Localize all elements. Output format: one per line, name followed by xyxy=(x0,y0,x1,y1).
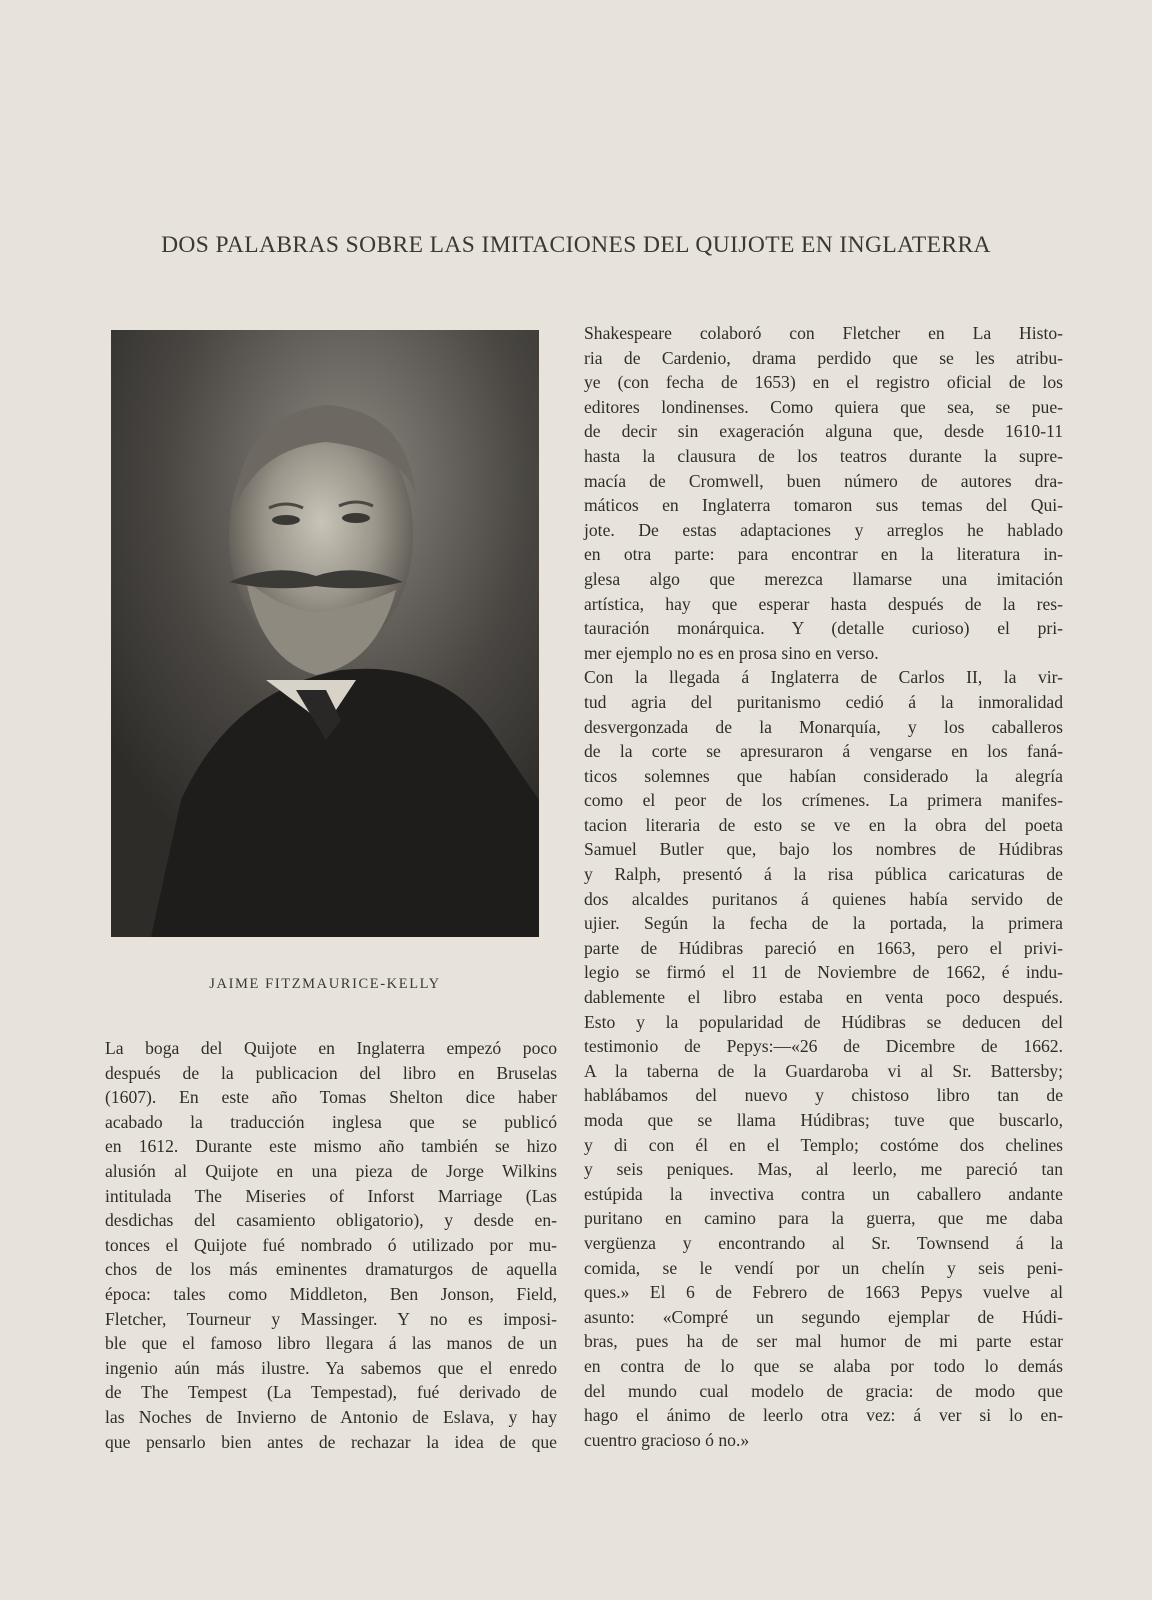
text-line: en otra parte: para encontrar en la literatura in- xyxy=(584,544,1063,565)
right-text-column xyxy=(584,321,1063,1452)
text-line: parte de Húdibras pareció en 1663, pero el privi- xyxy=(584,937,1063,958)
text-line: ingenio aún más ilustre. Ya sabemos que el enredo xyxy=(105,1357,557,1378)
text-line: del mundo cual modelo de gracia: de modo que xyxy=(584,1380,1063,1401)
text-line: testimonio de Pepys:—«26 de Dicembre de 1662. xyxy=(584,1036,1063,1057)
text-line: dablemente el libro estaba en venta poco después. xyxy=(584,987,1063,1008)
text-line: ques.» El 6 de Febrero de 1663 Pepys vuelve al xyxy=(584,1282,1063,1303)
text-line: ujier. Según la fecha de la portada, la primera xyxy=(584,913,1063,934)
text-line: Shakespeare colaboró con Fletcher en La Histo- xyxy=(584,323,1063,343)
text-line: editores londinenses. Como quiera que sea, se pue- xyxy=(584,396,1063,417)
text-line: tacion literaria de esto se ve en la obra del poeta xyxy=(584,814,1063,835)
text-line: ble que el famoso libro llegara á las manos de un xyxy=(105,1333,557,1354)
text-line: alusión al Quijote en una pieza de Jorge Wilkins xyxy=(105,1160,557,1181)
text-line: época: tales como Middleton, Ben Jonson, Field, xyxy=(105,1283,557,1304)
text-line: tonces el Quijote fué nombrado ó utilizado por mu- xyxy=(105,1234,557,1255)
text-line: glesa algo que merezca llamarse una imitación xyxy=(584,568,1063,589)
text-line: Fletcher, Tourneur y Massinger. Y no es imposi- xyxy=(105,1308,557,1329)
text-line: ye (con fecha de 1653) en el registro oficial de los xyxy=(584,372,1063,393)
text-line: macía de Cromwell, buen número de autores dra- xyxy=(584,470,1063,491)
text-line: legio se firmó el 11 de Noviembre de 1662, é indu- xyxy=(584,962,1063,983)
text-line: dos alcaldes puritanos á quienes había servido de xyxy=(584,888,1063,909)
text-line: intitulada The Miseries of Inforst Marriage (Las xyxy=(105,1185,557,1206)
text-line: acabado la traducción inglesa que se publicó xyxy=(105,1111,557,1132)
text-line: jote. De estas adaptaciones y arreglos he hablado xyxy=(584,519,1063,540)
text-line: bras, pues ha de ser mal humor de mi parte estar xyxy=(584,1331,1063,1352)
text-line: vergüenza y encontrando al Sr. Townsend á la xyxy=(584,1232,1063,1253)
portrait-caption: JAIME FITZMAURICE-KELLY xyxy=(209,976,441,992)
text-line: puritano en camino para la guerra, que me daba xyxy=(584,1208,1063,1229)
text-line: después de la publicacion del libro en Bruselas xyxy=(105,1062,557,1083)
text-line: hablábamos del nuevo y chistoso libro tan de xyxy=(584,1085,1063,1106)
text-line: desvergonzada de la Monarquía, y los caballeros xyxy=(584,716,1063,737)
text-line: artística, hay que esperar hasta después de la res- xyxy=(584,593,1063,614)
text-line: moda que se llama Húdibras; tuve que buscarlo, xyxy=(584,1110,1063,1130)
text-line: desdichas del casamiento obligatorio), y desde en- xyxy=(105,1210,557,1231)
text-line: las Noches de Invierno de Antonio de Eslava, y hay xyxy=(105,1406,557,1427)
text-line: y seis peniques. Mas, al leerlo, me pareció tan xyxy=(584,1159,1063,1180)
text-line: A la taberna de la Guardaroba vi al Sr. Battersby; xyxy=(584,1060,1063,1081)
text-line: ria de Cardenio, drama perdido que se les atribu- xyxy=(584,347,1063,368)
portrait-illustration xyxy=(111,330,539,937)
text-line: hasta la clausura de los teatros durante la supre- xyxy=(584,445,1063,466)
text-line: de la corte se apresuraron á vengarse en los faná- xyxy=(584,741,1063,762)
text-line: tud agria del puritanismo cedió á la inmoralidad xyxy=(584,691,1063,712)
article-title: DOS PALABRAS SOBRE LAS IMITACIONES DEL QUIJOTE EN INGLATERRA xyxy=(161,232,991,258)
text-line: Esto y la popularidad de Húdibras se deducen del xyxy=(584,1011,1063,1032)
text-line: como el peor de los crímenes. La primera manifes- xyxy=(584,790,1063,811)
text-line: máticos en Inglaterra tomaron sus temas del Qui- xyxy=(584,495,1063,516)
text-line: de decir sin exageración alguna que, desde 1610-11 xyxy=(584,421,1063,442)
text-line: mer ejemplo no es en prosa sino en verso. xyxy=(584,642,879,663)
text-line: que pensarlo bien antes de rechazar la idea de que xyxy=(105,1431,557,1452)
text-line: chos de los más eminentes dramaturgos de aquella xyxy=(105,1259,557,1280)
text-line: en 1612. Durante este mismo año también se hizo xyxy=(105,1136,557,1157)
left-text-column xyxy=(105,1036,557,1454)
portrait-photo xyxy=(111,330,539,937)
text-line: La boga del Quijote en Inglaterra empezó poco xyxy=(105,1038,557,1058)
text-line: en contra de lo que se alaba por todo lo demás xyxy=(584,1355,1063,1376)
text-line: de The Tempest (La Tempestad), fué derivado de xyxy=(105,1382,557,1403)
text-line: cuentro gracioso ó no.» xyxy=(584,1429,750,1450)
text-line: ticos solemnes que habían considerado la alegría xyxy=(584,765,1063,786)
text-line: tauración monárquica. Y (detalle curioso) el pri- xyxy=(584,618,1063,639)
text-line: estúpida la invectiva contra un caballero andante xyxy=(584,1183,1063,1204)
text-line: y Ralph, presentó á la risa pública caricaturas de xyxy=(584,864,1063,885)
text-line: Samuel Butler que, bajo los nombres de Húdibras xyxy=(584,839,1063,860)
text-line: (1607). En este año Tomas Shelton dice haber xyxy=(105,1087,557,1108)
text-line: Con la llegada á Inglaterra de Carlos II, la vir- xyxy=(584,667,1063,688)
text-line: y di con él en el Templo; costóme dos chelines xyxy=(584,1134,1063,1155)
text-line: comida, se le vendí por un chelín y seis peni- xyxy=(584,1257,1063,1278)
text-line: hago el ánimo de leerlo otra vez: á ver si lo en- xyxy=(584,1405,1063,1426)
text-line: asunto: «Compré un segundo ejemplar de Húdi- xyxy=(584,1306,1063,1327)
